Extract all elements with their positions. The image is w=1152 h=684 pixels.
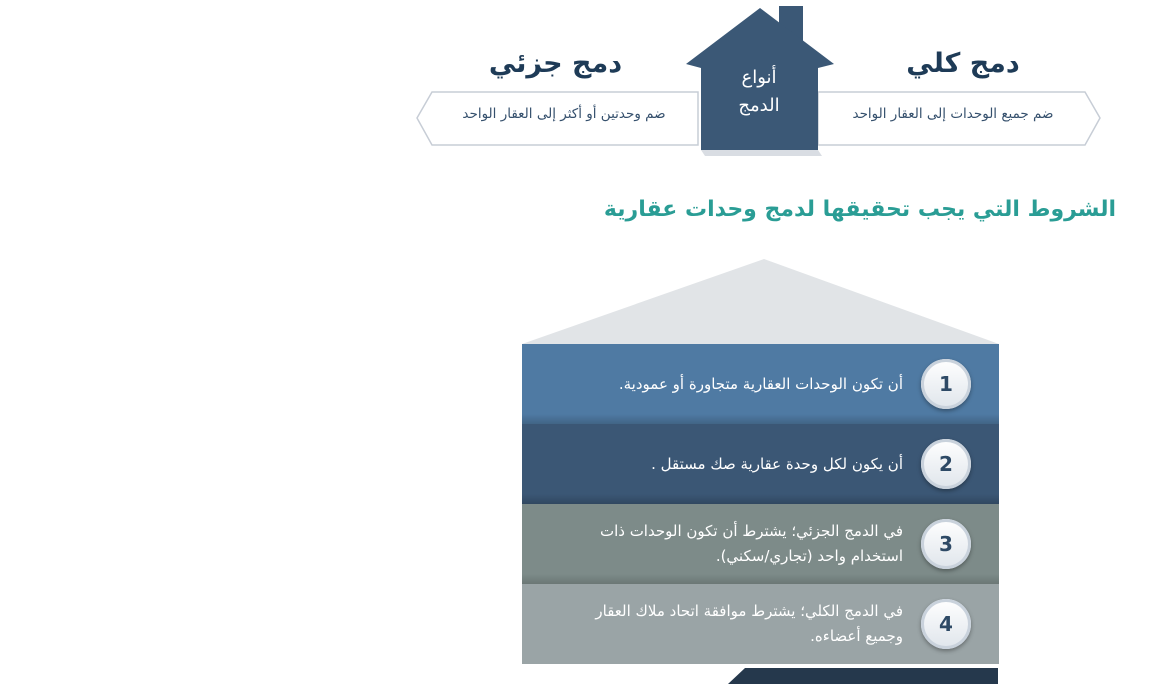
- partial-merge-title: دمج جزئي: [488, 48, 623, 79]
- condition-number-2: 2: [921, 439, 971, 489]
- conditions-heading: الشروط التي يجب تحقيقها لدمج وحدات عقارية: [603, 197, 1116, 222]
- condition-number-1: 1: [921, 359, 971, 409]
- condition-text-4: في الدمج الكلي؛ يشترط موافقة اتحاد ملاك العقار وجميع أعضاءه.: [595, 602, 903, 645]
- house-label-line1: أنواع: [741, 67, 777, 88]
- partial-merge-description: ضم وحدتين أو أكثر إلى العقار الواحد: [462, 106, 666, 122]
- condition-text-2: أن يكون لكل وحدة عقارية صك مستقل .: [651, 454, 903, 473]
- condition-text-3: في الدمج الجزئي؛ يشترط أن تكون الوحدات ذات استخدام واحد (تجاري/سكني).: [599, 522, 903, 565]
- condition-number-3: 3: [921, 519, 971, 569]
- full-merge-title: دمج كلي: [906, 48, 1020, 79]
- full-merge-description: ضم جميع الوحدات إلى العقار الواحد: [852, 106, 1054, 122]
- condition-row-3: [522, 504, 999, 584]
- condition-row-2: [522, 424, 999, 504]
- condition-row-1: [522, 344, 999, 424]
- house-label-line2: الدمج: [738, 95, 780, 116]
- bottom-accent: [728, 668, 998, 684]
- condition-row-4: [522, 584, 999, 664]
- conditions-roof: [522, 259, 999, 344]
- condition-number-4: 4: [921, 599, 971, 649]
- condition-text-1: أن تكون الوحدات العقارية متجاورة أو عمودية.: [618, 374, 903, 393]
